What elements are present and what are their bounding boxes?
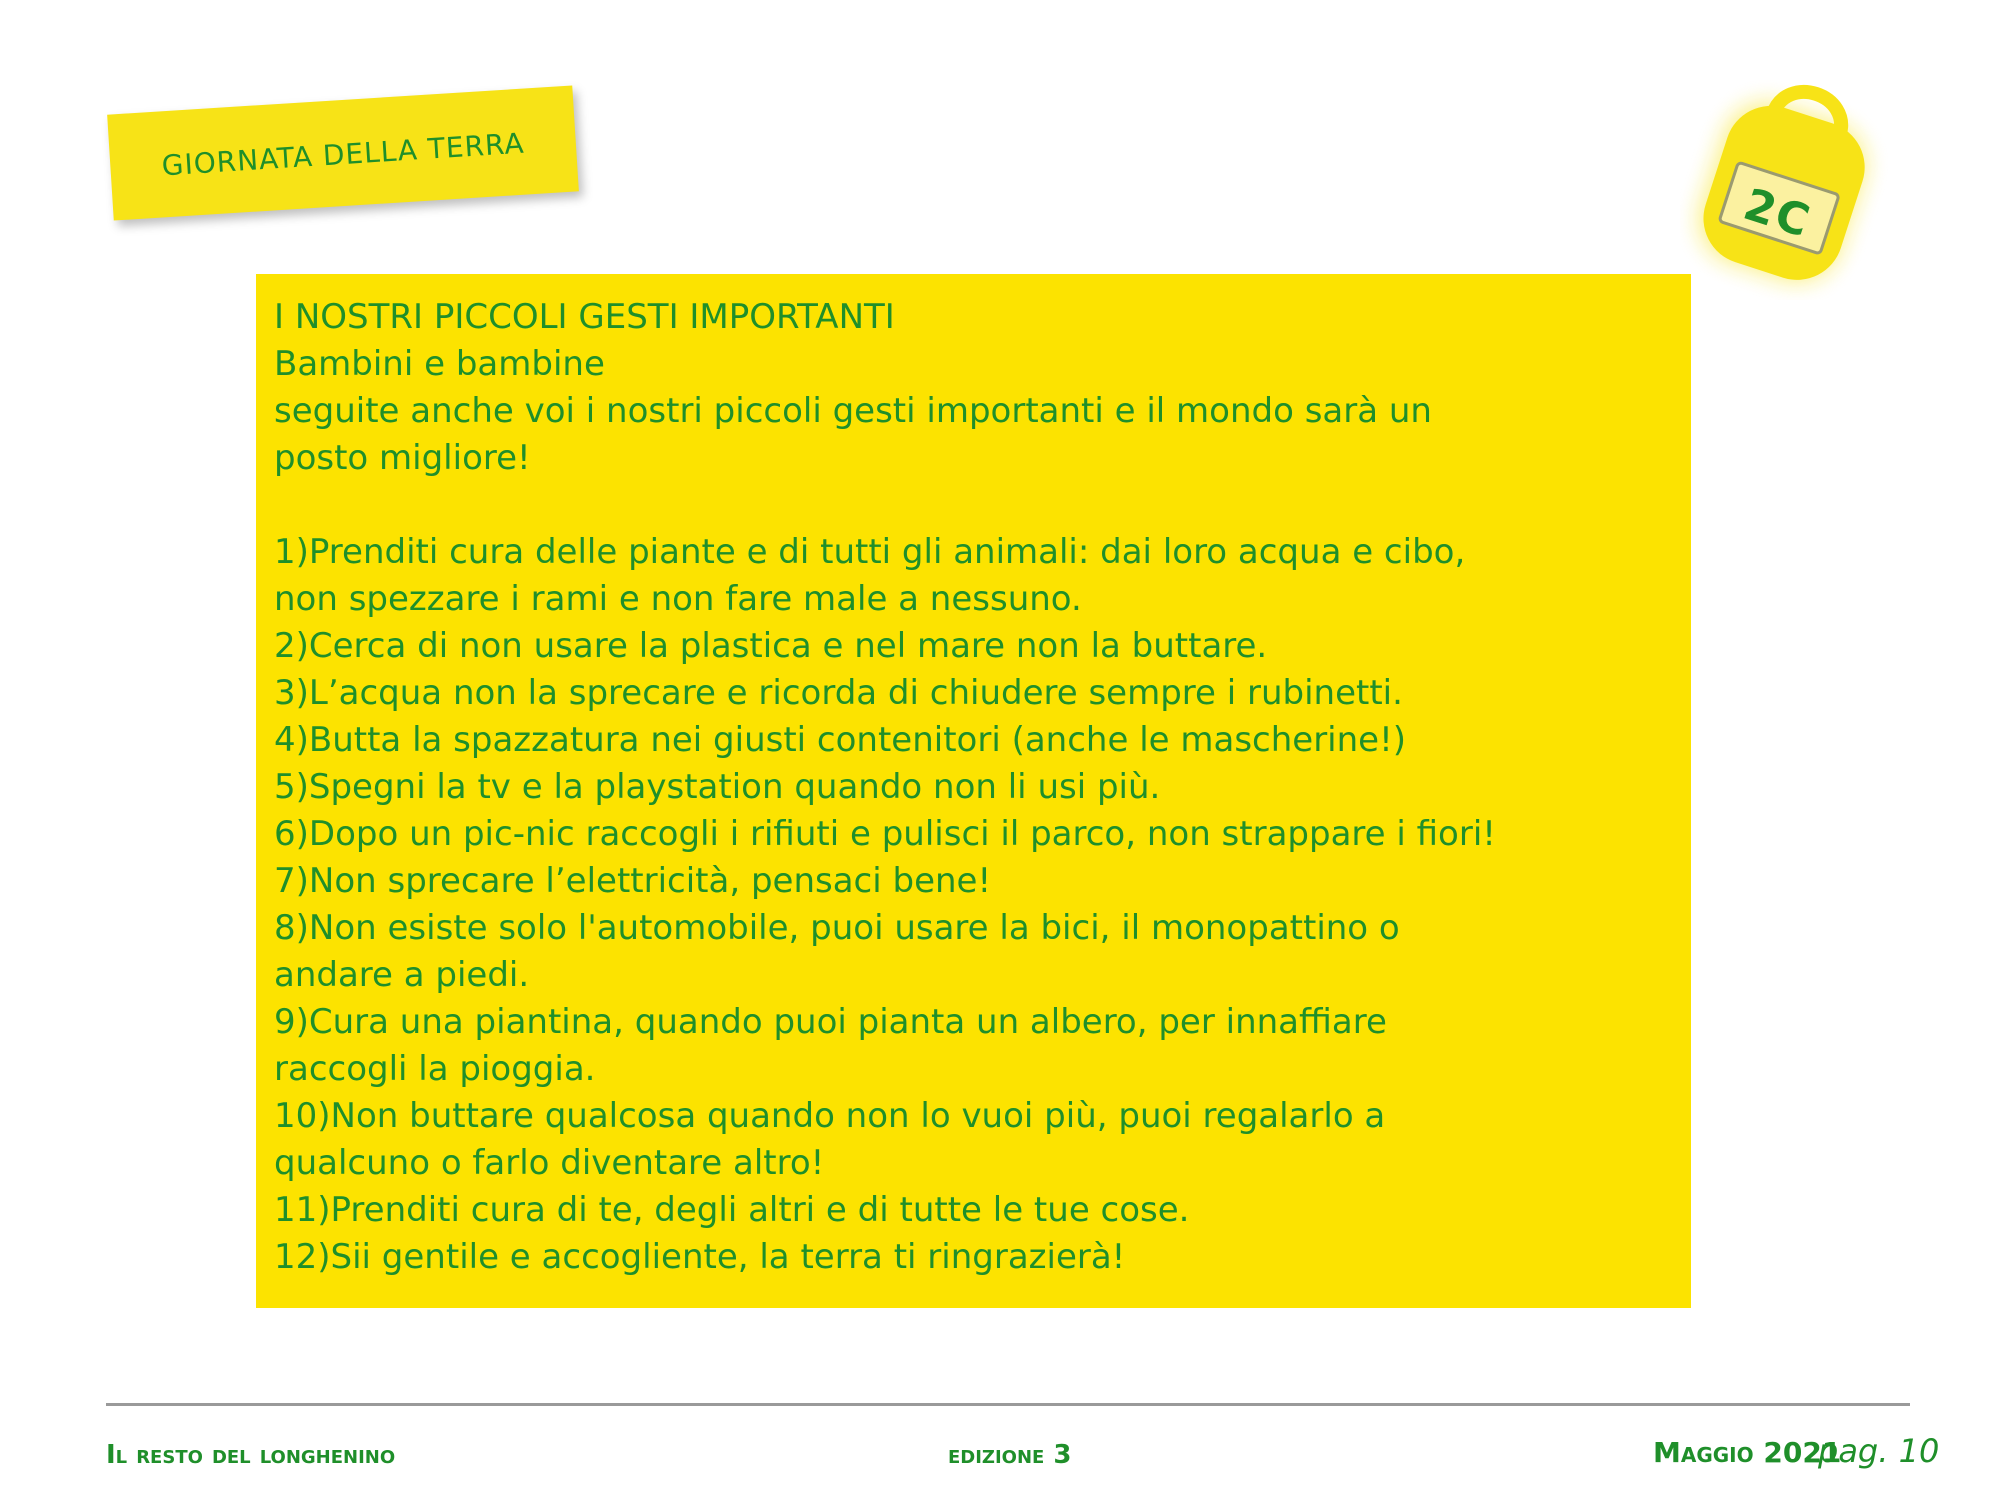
article-line: 5)Spegni la tv e la playstation quando non li usi più. [274,767,1161,807]
issue-date: Maggio 2021 [1653,1436,1842,1469]
article-line: 4)Butta la spazzatura nei giusti contenitori (anche le mascherine!) [274,720,1406,760]
article-line: 3)L’acqua non la sprecare e ricorda di chiudere sempre i rubinetti. [274,673,1403,713]
article-box [256,274,1691,1308]
article-line: 11)Prenditi cura di te, degli altri e di tutte le tue cose. [274,1190,1190,1230]
article-line: 1)Prenditi cura delle piante e di tutti gli animali: dai loro acqua e cibo, [274,532,1466,572]
page-number: pag. 10 [1818,1432,1940,1470]
article-line: Bambini e bambine [274,344,605,384]
article-line: seguite anche voi i nostri piccoli gesti importanti e il mondo sarà un [274,391,1432,431]
edition-label: edizione 3 [948,1440,1072,1470]
section-tag [107,85,579,220]
publication-name: Il resto del longhenino [106,1440,396,1470]
article-line: 10)Non buttare qualcosa quando non lo vuoi più, puoi regalarlo a [274,1096,1386,1136]
footer-divider [106,1403,1910,1406]
article-line: 12)Sii gentile e accogliente, la terra ti ringrazierà! [274,1237,1126,1277]
backpack-icon [1680,60,1890,300]
article-line: 6)Dopo un pic-nic raccogli i rifiuti e pulisci il parco, non strappare i fiori! [274,814,1496,854]
article-line: 2)Cerca di non usare la plastica e nel mare non la buttare. [274,626,1268,666]
article-line: qualcuno o farlo diventare altro! [274,1143,825,1183]
class-badge-label: 2C [1737,178,1818,249]
article-line: raccogli la pioggia. [274,1049,596,1089]
paragraph-spacer [274,482,1673,529]
class-badge [1680,60,1890,300]
article-line: andare a piedi. [274,955,530,995]
article-line: posto migliore! [274,438,531,478]
section-tag-label: GIORNATA DELLA TERRA [160,126,526,182]
article-line: non spezzare i rami e non fare male a nessuno. [274,579,1082,619]
article-line: 9)Cura una piantina, quando puoi pianta un albero, per innaffiare [274,1002,1387,1042]
article-line: 8)Non esiste solo l'automobile, puoi usare la bici, il monopattino o [274,908,1400,948]
article-line: 7)Non sprecare l’elettricità, pensaci bene! [274,861,992,901]
article-title: I NOSTRI PICCOLI GESTI IMPORTANTI [274,297,895,337]
